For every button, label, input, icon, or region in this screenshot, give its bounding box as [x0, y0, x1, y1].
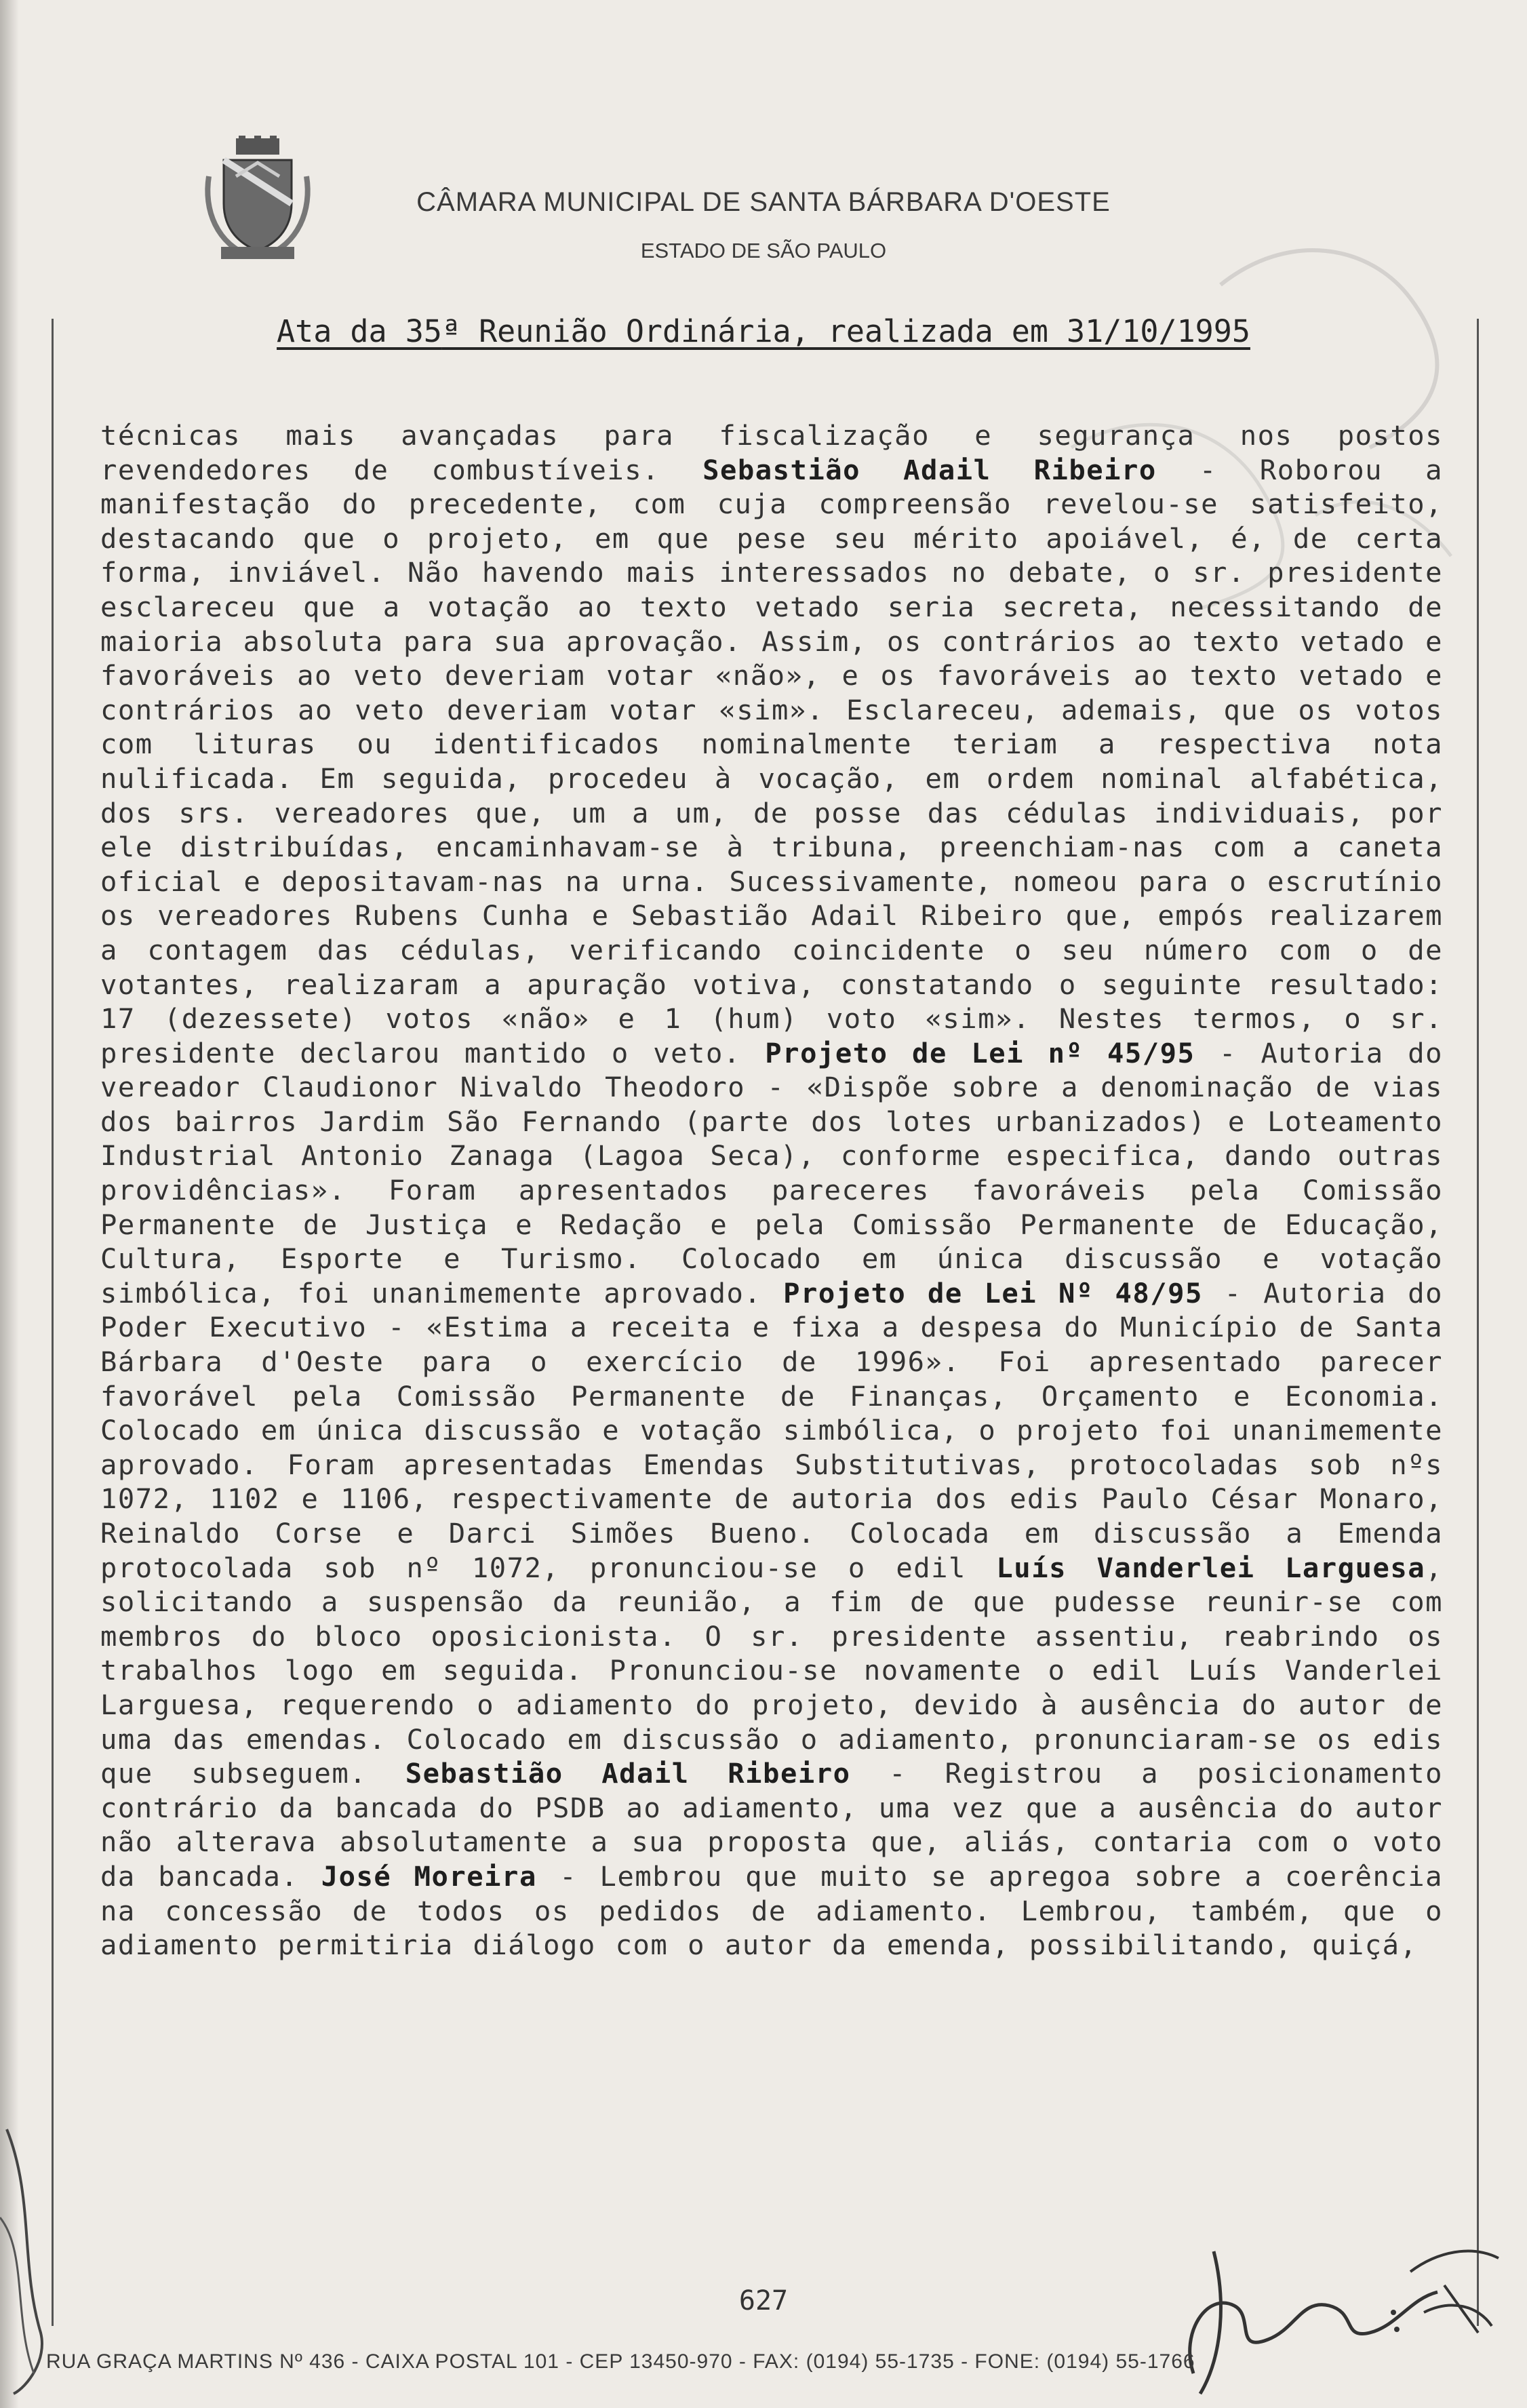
right-margin-rule	[1477, 319, 1479, 2326]
minutes-title	[0, 313, 1527, 349]
body-segment: - Roborou a manifestação do precedente, com cuja compreensão revelou-se satisfeito, destacando que o projeto, em que pese seu mérito apoiável, é, de certa forma, inviável. Não havendo mais interessados no debate, o sr. presidente esclareceu que a votação ao texto vetado seria secreta, necessitando de maioria absoluta para sua aprovação. Assim, os contrários ao texto vetado e favoráveis ao veto deveriam votar «não», e os favoráveis ao texto vetado e contrários ao veto deveriam votar «sim». Esclareceu, ademais, que os votos com lituras ou identificados nominalmente teriam a respectiva nota nulificada. Em seguida, procedeu à vocação, em ordem nominal alfabética, dos srs. vereadores que, um a um, de posse das cédulas individuais, por ele distribuídas, encaminhavam-se à tribuna, preenchiam-nas com a caneta oficial e depositavam-nas na urna. Sucessivamente, nomeou para o escrutínio os vereadores Rubens Cunha e Sebastião Adail Ribeiro que, empós realizarem a contagem das cédulas, verificando coincidente o seu número com o de votantes, realizaram a apuração votiva, constatando o seguinte resultado: 17 (dezessete) votos «não» e 1 (hum) voto «sim». Nestes termos, o sr. presidente declarou mantido o veto.	[100, 453, 1444, 1069]
body-segment: técnicas mais avançadas para fiscalização e segurança nos postos revendedores de combustíveis.	[100, 419, 1443, 486]
state-name: ESTADO DE SÃO PAULO	[640, 239, 887, 262]
minutes-body	[100, 418, 1443, 1962]
body-segment: - Autoria do vereador Claudionor Nivaldo Theodoro - «Dispõe sobre a denominação de vias dos bairros Jardim São Fernando (parte dos lotes urbanizados) e Loteamento Industrial Antonio Zanaga (Lagoa Seca), conforme especifica, dando outras providências». Foram apresentados pareceres favoráveis pela Comissão Permanente de Justiça e Redação e pela Comissão Permanente de Educação, Cultura, Esporte e Turismo. Colocado em única discussão e votação simbólica, foi unanimemente aprovado.	[100, 1036, 1444, 1309]
footer-address: RUA GRAÇA MARTINS Nº 436 - CAIXA POSTAL 101 - CEP 13450-970 - FAX: (0194) 55-1735 - FONE: (0194) 55-1766	[46, 2350, 1195, 2373]
left-margin-rule	[52, 319, 54, 2326]
page-number: 627	[738, 2285, 789, 2316]
speaker-name: José Moreira	[321, 1859, 537, 1893]
handwritten-initials	[1153, 2170, 1505, 2401]
bill-heading: Projeto de Lei Nº 48/95	[783, 1276, 1203, 1309]
minutes-title-prefix: Ata da 35	[277, 313, 442, 349]
body-segment: , solicitando a suspensão da reunião, a fim de que pudesse reunir-se com membros do bloco oposicionista. O sr. presidente assentiu, reabrindo os trabalhos logo em seguida. Pronunciou-se novamente o edil Luís Vanderlei Larguesa, requerendo o adiamento do projeto, devido à ausência do autor de uma das emendas. Colocado em discussão o adiamento, pronunciaram-se os edis que subseguem.	[100, 1551, 1443, 1790]
speaker-name: Sebastião Adail Ribeiro	[702, 453, 1157, 486]
body-segment: - Autoria do Poder Executivo - «Estima a receita e fixa a despesa do Município de Santa Bárbara d'Oeste para o exercício de 1996». Foi apresentado parecer favorável pela Comissão Permanente de Finanças, Orçamento e Economia. Colocado em única discussão e votação simbólica, o projeto foi unanimemente aprovado. Foram apresentadas Emendas Substitutivas, protocoladas sob nºs 1072, 1102 e 1106, respectivamente de autoria dos edis Paulo César Monaro, Reinaldo Corse e Darci Simões Bueno. Colocada em discussão a Emenda protocolada sob nº 1072, pronunciou-se o edil	[100, 1276, 1443, 1584]
minutes-title-ordinal: ª	[441, 313, 460, 349]
chamber-name: CÂMARA MUNICIPAL DE SANTA BÁRBARA D'OESTE	[416, 187, 1111, 217]
page-edge-shadow	[0, 0, 19, 2408]
speaker-name: Sebastião Adail Ribeiro	[405, 1757, 851, 1790]
body-segment: - Lembrou que muito se apregoa sobre a coerência na concessão de todos os pedidos de adiamento. Lembrou, também, que o adiamento permitiria diálogo com o autor da emenda, possibilitando, quiçá,	[100, 1859, 1443, 1962]
body-segment: - Registrou a posicionamento contrário da bancada do PSDB ao adiamento, uma vez que a ausência do autor não alterava absolutamente a sua proposta que, aliás, contaria com o voto da bancada.	[100, 1757, 1444, 1893]
bill-heading: Projeto de Lei nº 45/95	[765, 1036, 1195, 1069]
minutes-title-rest: Reunião Ordinária, realizada em 31/10/1995	[460, 313, 1250, 349]
speaker-name: Luís Vanderlei Larguesa	[996, 1551, 1426, 1584]
